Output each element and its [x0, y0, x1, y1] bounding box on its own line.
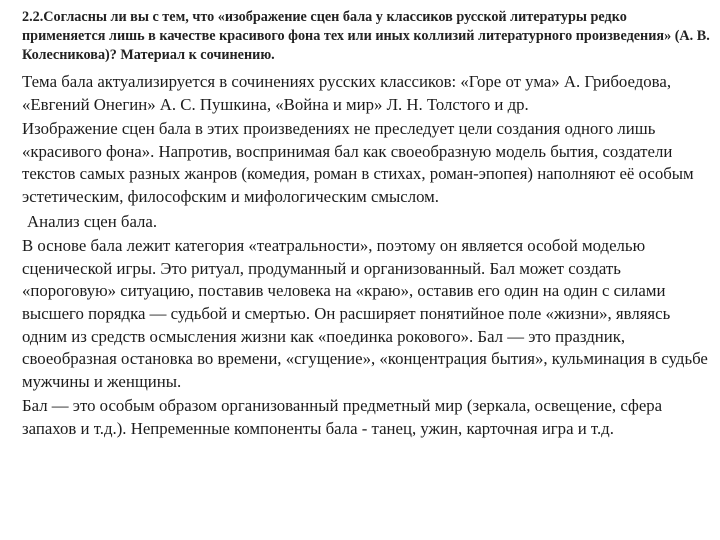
document-heading: 2.2.Согласны ли вы с тем, что «изображение сцен бала у классиков русской литературы редко применяется лишь в качестве красивого фона тех или иных коллизий литературного произведения» (А. В. Колесникова)? Материал к сочинению.	[22, 9, 710, 63]
paragraph-ball-theatricality: В основе бала лежит категория «театральности», поэтому он является особой моделью сценической игры. Это ритуал, продуманный и организованный. Бал может создать «пороговую» ситуацию, поставив человека на «краю», оставив его один на один с силами высшего порядка — судьбой и смертью. Он расширяет понятийное поле «жизни», являясь одним из средств осмысления жизни как «поединка рокового». Бал — это праздник, своеобразная остановка во времени, «сгущение», «концентрация бытия», кульминация в судьбе мужчины и женщины.	[22, 236, 708, 391]
document-page	[22, 8, 712, 443]
paragraph-ball-world: Бал — это особым образом организованный предметный мир (зеркала, освещение, сфера запахов и т.д.). Непременные компоненты бала - танец, ужин, карточная игра и т.д.	[22, 396, 663, 438]
paragraph-ball-depiction: Изображение сцен бала в этих произведениях не преследует цели создания одного лишь «красивого фона». Напротив, воспринимая бал как своеобразную модель бытия, создатели текстов самых разных жанров (комедия, роман в стихах, роман-эпопея) наполняют её особым эстетическим, философским и мифологическим смыслом.	[22, 119, 694, 206]
paragraph-analysis-title: Анализ сцен бала.	[27, 211, 158, 231]
paragraph-ball-theme: Тема бала актуализируется в сочинениях русских классиков: «Горе от ума» А. Грибоедова, «Евгений Онегин» А. С. Пушкина, «Война и мир» Л. Н. Толстого и др.	[22, 72, 672, 114]
